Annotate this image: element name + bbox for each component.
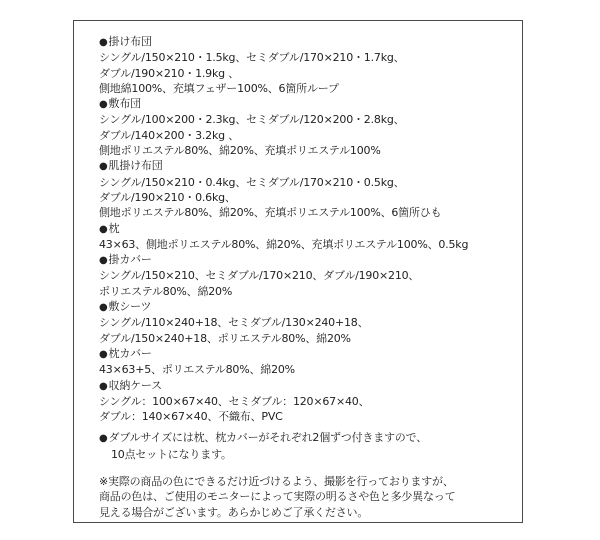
spec-line: 側地綿100%、充填フェザー100%、6箇所ループ <box>99 81 339 95</box>
spec-line: 43×63+5、ポリエステル80%、綿20% <box>99 363 295 377</box>
spec-section-light-comforter <box>99 158 509 220</box>
spec-line: シングル/110×240+18、セミダブル/130×240+18、 <box>99 316 369 330</box>
spec-section-pillow-cover <box>99 346 509 378</box>
spec-section-fitted-sheet <box>99 299 509 346</box>
disclaimer-line: ※実際の商品の色にできるだけ近づけるよう、撮影を行っておりますが、 <box>99 475 454 489</box>
spec-section-comforter <box>99 34 509 96</box>
spec-line: シングル/100×200・2.3kg、セミダブル/120×200・2.8kg、 <box>99 113 405 127</box>
spec-line: ダブル/190×210・0.6kg、 <box>99 190 236 204</box>
disclaimer-line: 見える場合がございます。あらかじめご了承ください。 <box>99 505 369 519</box>
spec-section-storage-case <box>99 378 509 425</box>
spec-section-pillow <box>99 221 509 253</box>
spec-line: シングル/150×210、セミダブル/170×210、ダブル/190×210、 <box>99 269 420 283</box>
spec-line: ダブル/190×210・1.9kg 、 <box>99 66 240 80</box>
spec-line: ダブル/150×240+18、ポリエステル80%、綿20% <box>99 331 351 345</box>
spec-section-comforter-cover <box>99 252 509 299</box>
spec-line: ダブル/140×200・3.2kg 、 <box>99 128 240 142</box>
spec-line: シングル：100×67×40、セミダブル：120×67×40、 <box>99 394 370 408</box>
spec-line: シングル/150×210・0.4kg、セミダブル/170×210・0.5kg、 <box>99 175 405 189</box>
note-line: 10点セットになります。 <box>111 447 232 461</box>
section-heading: ● 収納ケース <box>99 378 509 394</box>
spec-line: ダブル：140×67×40、不織布、PVC <box>99 410 283 424</box>
disclaimer-line: 商品の色は、ご使用のモニターによって実際の明るさや色と多少異なって <box>99 490 456 504</box>
color-disclaimer <box>99 474 509 520</box>
spec-line: 43×63、側地ポリエステル80%、綿20%、充填ポリエステル100%、0.5kg <box>99 237 469 251</box>
product-spec-text <box>99 34 509 520</box>
section-heading: ● 敷布団 <box>99 96 509 112</box>
spec-line: ポリエステル80%、綿20% <box>99 284 233 298</box>
spec-line: 側地ポリエステル80%、綿20%、充填ポリエステル100% <box>99 144 381 158</box>
section-heading: ● 肌掛け布団 <box>99 158 509 174</box>
note-heading: ● ダブルサイズには枕、枕カバーがそれぞれ2個ずつ付きますので、 <box>99 430 509 446</box>
section-heading: ● 枕 <box>99 221 509 237</box>
spec-line: シングル/150×210・1.5kg、セミダブル/170×210・1.7kg、 <box>99 51 405 65</box>
section-heading: ● 掛け布団 <box>99 34 509 50</box>
section-heading: ● 掛カバー <box>99 252 509 268</box>
section-heading: ● 枕カバー <box>99 346 509 362</box>
section-heading: ● 敷シーツ <box>99 299 509 315</box>
spec-section-mattress <box>99 96 509 158</box>
spec-line: 側地ポリエステル80%、綿20%、充填ポリエステル100%、6箇所ひも <box>99 206 442 220</box>
set-note <box>99 430 509 462</box>
